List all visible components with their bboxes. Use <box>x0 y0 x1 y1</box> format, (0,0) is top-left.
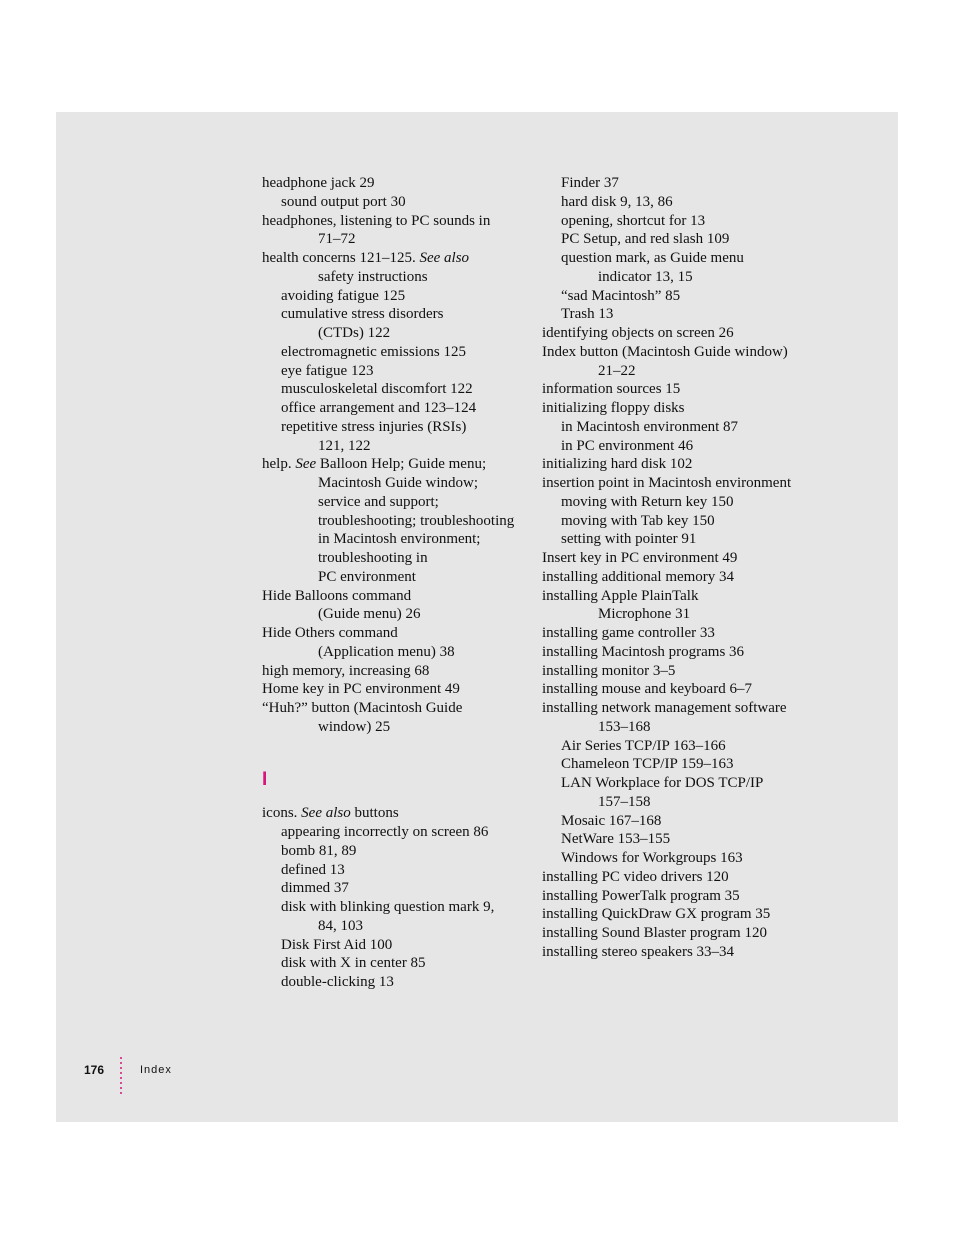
index-entry <box>262 455 532 474</box>
entry-text: installing PC video drivers 120 <box>542 868 729 885</box>
entry-text: in Macintosh environment; <box>318 531 481 548</box>
index-entry <box>542 943 832 962</box>
index-subentry <box>262 287 532 306</box>
entry-text: (Application menu) 38 <box>318 643 455 660</box>
index-subentry <box>542 230 832 249</box>
entry-text: NetWare 153–155 <box>561 831 671 848</box>
index-subentry <box>262 954 532 973</box>
index-entry <box>262 699 532 718</box>
entry-text: installing additional memory 34 <box>542 568 735 585</box>
entry-text: installing mouse and keyboard 6–7 <box>542 681 752 698</box>
entry-text: insertion point in Macintosh environment <box>542 475 792 491</box>
index-continuation <box>262 474 532 493</box>
index-entry <box>542 643 832 662</box>
index-continuation <box>262 549 532 568</box>
index-entry <box>542 587 832 606</box>
entry-text: Chameleon TCP/IP 159–163 <box>561 756 734 773</box>
index-continuation <box>262 530 532 549</box>
entry-text: installing Sound Blaster program 120 <box>542 925 767 941</box>
entry-text: information sources 15 <box>542 381 681 398</box>
entry-text: Air Series TCP/IP 163–166 <box>561 737 726 754</box>
entry-text: setting with pointer 91 <box>561 531 697 548</box>
index-continuation <box>542 718 832 737</box>
entry-text: Balloon Help; Guide menu; <box>316 456 487 473</box>
index-subentry <box>262 418 532 437</box>
entry-text: installing Macintosh programs 36 <box>542 643 745 660</box>
index-continuation <box>542 793 832 812</box>
index-continuation <box>542 362 832 381</box>
entry-text: initializing floppy disks <box>542 400 685 416</box>
cross-reference-text: See <box>295 456 317 473</box>
index-entry <box>262 624 532 643</box>
entry-text: question mark, as Guide menu <box>561 250 744 266</box>
entry-text: defined 13 <box>281 861 345 878</box>
entry-text: disk with blinking question mark 9, <box>281 899 495 915</box>
index-column-left <box>262 174 532 992</box>
index-entry <box>262 804 532 823</box>
entry-text: (CTDs) 122 <box>318 325 391 341</box>
index-continuation <box>262 643 532 662</box>
entry-text: cumulative stress disorders <box>281 306 444 323</box>
index-subentry <box>542 305 832 324</box>
entry-text: installing PowerTalk program 35 <box>542 887 740 904</box>
cross-reference-text: See also <box>419 250 470 266</box>
index-subentry <box>262 936 532 955</box>
entry-text: help. <box>262 456 296 473</box>
entry-text: sound output port 30 <box>281 193 406 210</box>
index-entry <box>542 343 832 362</box>
entry-text: 121, 122 <box>318 437 371 454</box>
entry-text: installing QuickDraw GX program 35 <box>542 906 771 923</box>
entry-text: indicator 13, 15 <box>598 268 693 285</box>
index-subentry <box>542 174 832 193</box>
index-column-right <box>542 174 832 962</box>
entry-text: musculoskeletal discomfort 122 <box>281 381 473 398</box>
entry-text: health concerns 121–125. <box>262 250 420 266</box>
entry-text: troubleshooting; troubleshooting <box>318 512 515 529</box>
entry-text: window) 25 <box>318 718 391 735</box>
index-entry <box>542 887 832 906</box>
entry-text: hard disk 9, 13, 86 <box>561 193 673 210</box>
entry-text: Hide Others command <box>262 625 398 641</box>
index-entry <box>542 924 832 943</box>
cross-reference-text: See also <box>301 805 351 822</box>
index-entry <box>262 212 532 231</box>
entry-text: LAN Workplace for DOS TCP/IP <box>561 775 764 791</box>
entry-text: Disk First Aid 100 <box>281 936 393 953</box>
entry-text: Macintosh Guide window; <box>318 475 478 491</box>
index-subentry <box>542 287 832 306</box>
index-continuation <box>262 493 532 512</box>
index-subentry <box>542 830 832 849</box>
entry-text: office arrangement and 123–124 <box>281 400 477 416</box>
entry-text: safety instructions <box>318 268 428 285</box>
index-subentry <box>262 343 532 362</box>
index-entry <box>542 455 832 474</box>
index-subentry <box>262 898 532 917</box>
index-entry <box>542 868 832 887</box>
entry-text: in PC environment 46 <box>561 437 694 454</box>
index-continuation <box>542 268 832 287</box>
entry-text: Mosaic 167–168 <box>561 812 662 829</box>
page-number: 176 <box>84 1063 105 1077</box>
entry-text: moving with Tab key 150 <box>561 512 715 529</box>
index-subentry <box>542 774 832 793</box>
index-continuation <box>262 605 532 624</box>
index-subentry <box>262 861 532 880</box>
index-continuation <box>262 230 532 249</box>
entry-text: high memory, increasing 68 <box>262 662 430 679</box>
entry-text: 21–22 <box>598 362 636 379</box>
entry-text: PC Setup, and red slash 109 <box>561 231 730 248</box>
entry-text: double-clicking 13 <box>281 974 394 990</box>
entry-text: initializing hard disk 102 <box>542 456 693 473</box>
index-entry <box>262 174 532 193</box>
entry-text: 153–168 <box>598 718 651 735</box>
index-entry <box>542 568 832 587</box>
entry-text: (Guide menu) 26 <box>318 606 421 623</box>
index-subentry <box>262 973 532 992</box>
index-subentry <box>542 530 832 549</box>
entry-text: headphones, listening to PC sounds in <box>262 212 491 229</box>
entry-text: Windows for Workgroups 163 <box>561 850 743 866</box>
index-subentry <box>542 737 832 756</box>
index-subentry <box>542 418 832 437</box>
index-subentry <box>542 755 832 774</box>
index-continuation <box>262 917 532 936</box>
index-entry <box>542 699 832 718</box>
entry-text: headphone jack 29 <box>262 175 375 191</box>
spacer <box>262 737 532 756</box>
entry-text: opening, shortcut for 13 <box>561 212 706 229</box>
section-heading-letter: I <box>262 769 268 791</box>
index-entry <box>262 662 532 681</box>
entry-text: icons. <box>262 805 302 822</box>
index-subentry <box>262 380 532 399</box>
index-subentry <box>262 362 532 381</box>
entry-text: Finder 37 <box>561 175 619 191</box>
entry-text: Trash 13 <box>561 306 614 323</box>
entry-text: electromagnetic emissions 125 <box>281 343 466 360</box>
entry-text: buttons <box>350 805 399 822</box>
index-subentry <box>262 399 532 418</box>
entry-text: “sad Macintosh” 85 <box>561 287 681 304</box>
entry-text: Index button (Macintosh Guide window) <box>542 343 788 360</box>
index-subentry <box>262 193 532 212</box>
entry-text: moving with Return key 150 <box>561 493 734 510</box>
entry-text: bomb 81, 89 <box>281 842 357 859</box>
entry-text: appearing incorrectly on screen 86 <box>281 824 489 840</box>
entry-text: avoiding fatigue 125 <box>281 287 406 304</box>
footer-dot-rule <box>120 1057 124 1097</box>
index-entry <box>262 587 532 606</box>
entry-text: repetitive stress injuries (RSIs) <box>281 418 467 435</box>
index-continuation <box>262 268 532 287</box>
entry-text: Insert key in PC environment 49 <box>542 550 738 566</box>
entry-text: Microphone 31 <box>598 606 691 623</box>
entry-text: installing monitor 3–5 <box>542 662 676 679</box>
index-subentry <box>542 849 832 868</box>
index-entry <box>542 905 832 924</box>
index-subentry <box>542 512 832 531</box>
index-continuation <box>262 324 532 343</box>
entry-text: PC environment <box>318 568 416 585</box>
index-entry <box>542 624 832 643</box>
index-subentry <box>542 437 832 456</box>
index-entry <box>542 399 832 418</box>
index-subentry <box>542 493 832 512</box>
index-subentry <box>262 842 532 861</box>
entry-text: troubleshooting in <box>318 550 428 566</box>
index-subentry <box>542 212 832 231</box>
entry-text: 157–158 <box>598 793 651 810</box>
entry-text: Hide Balloons command <box>262 587 412 604</box>
index-entry <box>542 380 832 399</box>
index-continuation <box>262 718 532 737</box>
entry-text: 84, 103 <box>318 917 363 934</box>
entry-text: eye fatigue 123 <box>281 362 374 379</box>
index-subentry <box>262 879 532 898</box>
entry-text: Home key in PC environment 49 <box>262 681 460 698</box>
entry-text: 71–72 <box>318 231 356 248</box>
entry-text: installing stereo speakers 33–34 <box>542 943 735 960</box>
entry-text: installing game controller 33 <box>542 625 715 641</box>
index-continuation <box>262 437 532 456</box>
index-subentry <box>262 305 532 324</box>
entry-text: service and support; <box>318 493 439 510</box>
index-entry <box>262 680 532 699</box>
entry-text: installing Apple PlainTalk <box>542 587 699 604</box>
entry-text: disk with X in center 85 <box>281 955 426 972</box>
entry-text: dimmed 37 <box>281 880 349 897</box>
index-entry <box>542 474 832 493</box>
entry-text: identifying objects on screen 26 <box>542 325 734 341</box>
index-continuation <box>262 512 532 531</box>
index-entry <box>262 249 532 268</box>
index-subentry <box>542 249 832 268</box>
index-continuation <box>262 568 532 587</box>
entry-text: “Huh?” button (Macintosh Guide <box>262 700 463 716</box>
entry-text: installing network management software <box>542 700 787 716</box>
index-entry <box>542 680 832 699</box>
section-label: Index <box>140 1064 172 1076</box>
entry-text: in Macintosh environment 87 <box>561 418 739 435</box>
index-subentry <box>262 823 532 842</box>
index-subentry <box>542 193 832 212</box>
index-entry <box>542 324 832 343</box>
index-subentry <box>542 812 832 831</box>
index-entry <box>542 549 832 568</box>
index-continuation <box>542 605 832 624</box>
index-entry <box>542 662 832 681</box>
